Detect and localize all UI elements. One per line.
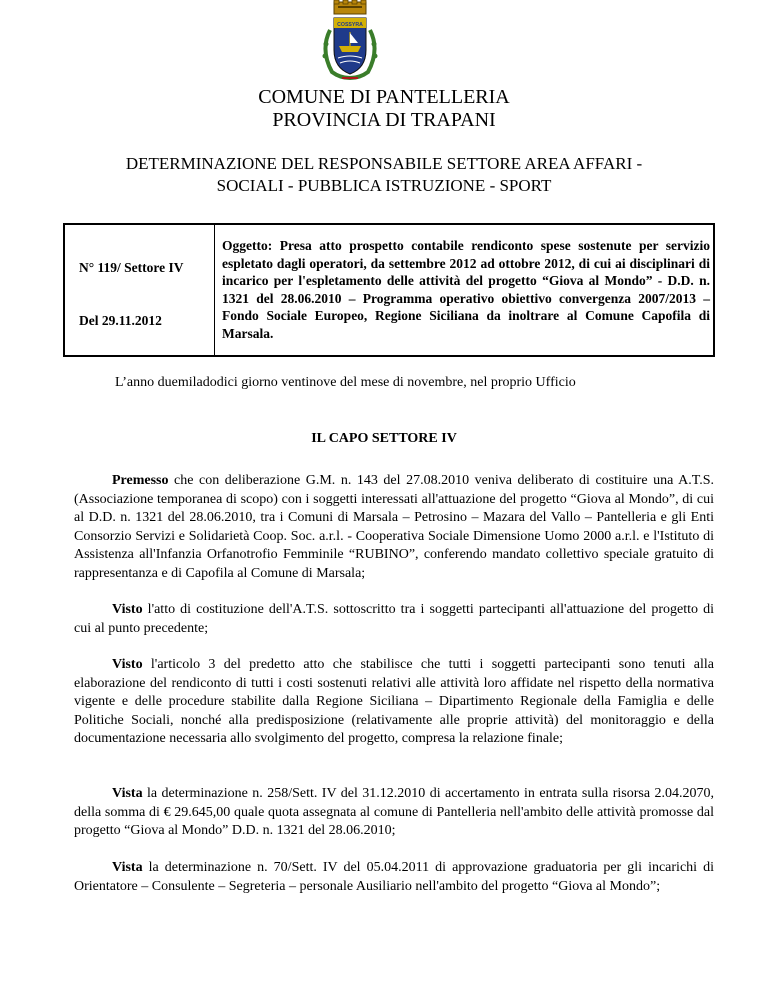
box-left-cell bbox=[65, 225, 215, 355]
paragraph-body: che con deliberazione G.M. n. 143 del 27.08.2010 veniva deliberato di costituire una A.T.S. (Associazione temporanea di scopo) con i soggetti interessati all'attuazione del progetto “Giova al Mondo”, di cui al D.D. n. 1321 del 28.06.2010, tra i Comuni di Marsala – Petrosino – Mazara del Vallo – Pantelleria e gli Enti Consorzio Servizi e Solidarietà Coop. Soc. a.r.l. - Cooperativa Sociale Dimensione Uomo 2000 a.r.l. e l'Istituto di Assistenza all'Infanzia Orfanotrofio Femminile “RUBINO”, conferendo mandato collettivo speciale gratuito di rappresentanza e di Capofila al Comune di Marsala; bbox=[74, 473, 714, 581]
paragraph-body: la determinazione n. 70/Sett. IV del 05.04.2011 di approvazione graduatoria per gli incarichi di Orientatore – Consulente – Segreteria – personale Ausiliario nell'ambito del progetto “Giova al Mondo”; bbox=[74, 860, 714, 894]
paragraph-lead: Vista bbox=[112, 860, 143, 875]
oggetto-box bbox=[63, 223, 715, 357]
paragraph-lead: Visto bbox=[112, 657, 143, 672]
paragraph-vista-2 bbox=[74, 859, 714, 896]
determinazione-title-line2: SOCIALI - PUBBLICA ISTRUZIONE - SPORT bbox=[216, 176, 552, 195]
oggetto-text: Oggetto: Presa atto prospetto contabile rendiconto spese sostenute per servizio espletato dagli operatori, da settembre 2012 ad ottobre 2012, di cui ai disciplinari di incarico per l'espletamento delle attività del progetto “Giova al Mondo” - D.D. n. 1321 del 28.06.2010 – Programma operativo obiettivo convergenza 2007/2013 – Fondo Sociale Europeo, Regione Siciliana da inoltrare al Comune Capofila di Marsala. bbox=[222, 238, 710, 341]
paragraph-vista-1 bbox=[74, 785, 714, 841]
determinazione-numero: N° 119/ Settore IV bbox=[79, 260, 184, 275]
paragraph-premesso bbox=[74, 472, 714, 583]
paragraph-body: la determinazione n. 258/Sett. IV del 31.12.2010 di accertamento in entrata sulla risorsa 2.04.2070, della somma di € 29.645,00 quale quota assegnata al comune di Pantelleria nell'ambito delle attività promosse dal progetto “Giova al Mondo” D.D. n. 1321 del 28.06.2010; bbox=[74, 786, 714, 838]
paragraph-visto-1 bbox=[74, 601, 714, 638]
paragraph-body: l'articolo 3 del predetto atto che stabilisce che tutti i soggetti partecipanti sono tenuti alla elaborazione del rendiconto di tutti i costi sostenuti relativi alle attività loro affidate nel rispetto della normativa vigente e delle procedure stabilite dalla Regione Siciliana – Dipartimento Regionale della Famiglia e delle Politiche Sociali, nonché alla predisposizione (relativamente alle proprie attività) del monitoraggio e della documentazione necessaria allo svolgimento del progetto, compresa la relazione finale; bbox=[74, 657, 714, 746]
paragraph-lead: Visto bbox=[112, 602, 143, 617]
comune-title: COMUNE DI PANTELLERIA bbox=[258, 86, 510, 108]
paragraph-lead: Premesso bbox=[112, 473, 169, 488]
paragraph-visto-2 bbox=[74, 656, 714, 749]
anno-line: L’anno duemiladodici giorno ventinove del mese di novembre, nel proprio Ufficio bbox=[115, 375, 576, 390]
crest-label: COSSYRA bbox=[337, 22, 363, 28]
determinazione-title-line1: DETERMINAZIONE DEL RESPONSABILE SETTORE AREA AFFARI - bbox=[125, 154, 643, 173]
paragraph-body: l'atto di costituzione dell'A.T.S. sottoscritto tra i soggetti partecipanti all'attuazione del progetto di cui al punto precedente; bbox=[74, 602, 714, 636]
paragraph-lead: Vista bbox=[112, 786, 143, 801]
capo-settore-heading: IL CAPO SETTORE IV bbox=[311, 431, 457, 446]
provincia-title: PROVINCIA DI TRAPANI bbox=[272, 109, 496, 131]
comune-crest-logo bbox=[318, 0, 382, 82]
determinazione-data: Del 29.11.2012 bbox=[79, 313, 162, 328]
